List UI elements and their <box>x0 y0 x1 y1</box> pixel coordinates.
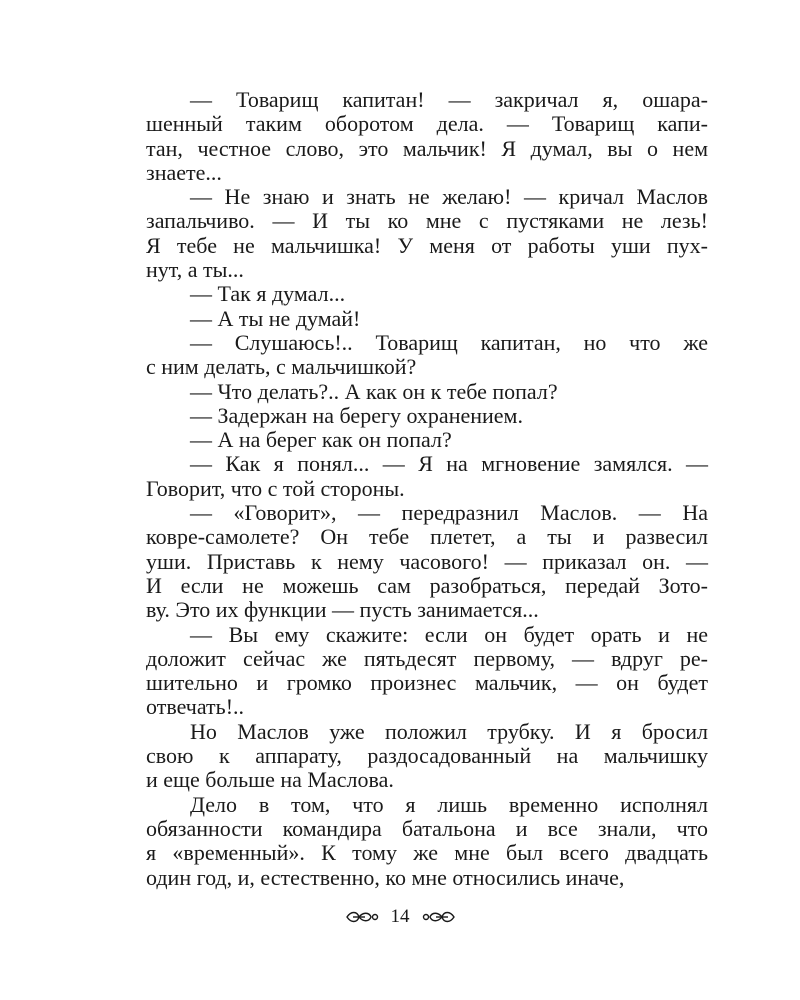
text-line: с ним делать, с мальчишкой? <box>146 354 417 380</box>
text-line: Но Маслов уже положил трубку. И я бросил <box>190 718 708 744</box>
flourish-ornament-left-icon <box>345 908 381 926</box>
text-line: свою к аппарату, раздосадованный на мальчишку <box>146 743 708 769</box>
text-line: — Товарищ капитан! — закричал я, ошара- <box>190 87 708 112</box>
paragraph <box>146 331 708 380</box>
flourish-ornament-right-icon <box>420 908 456 926</box>
text-line: Дело в том, что я лишь временно исполнял <box>190 791 708 817</box>
text-line: — Вы ему скажите: если он будет орать и не <box>190 621 708 647</box>
text-line: отвечать!.. <box>146 694 245 720</box>
text-line: уши. Приставь к нему часового! — приказал он. — <box>146 548 708 574</box>
text-line: И если не можешь сам разобраться, передай Зото- <box>146 572 708 598</box>
text-line: шительно и громко произнес мальчик, — он будет <box>146 670 708 696</box>
text-line: Я тебе не мальчишка! У меня от работы уши пух- <box>146 232 708 258</box>
text-line: — «Говорит», — передразнил Маслов. — На <box>190 500 708 526</box>
text-line: обязанности командира батальона и все знали, что <box>146 815 708 841</box>
page-text <box>146 88 708 890</box>
text-line: — Как я понял... — Я на мгновение замялся. — <box>190 451 708 477</box>
paragraph <box>146 623 708 720</box>
text-line: — Задержан на берегу охранением. <box>190 402 523 428</box>
text-line: — Что делать?.. А как он к тебе попал? <box>190 378 558 404</box>
text-line: запальчиво. — И ты ко мне с пустяками не лезь! <box>146 208 708 234</box>
text-line: ковре-самолете? Он тебе плетет, а ты и развесил <box>146 524 708 550</box>
page-footer <box>0 906 800 928</box>
paragraph <box>146 404 708 428</box>
paragraph <box>146 380 708 404</box>
paragraph <box>146 428 708 452</box>
text-line: — А ты не думай! <box>190 305 361 331</box>
text-line: и еще больше на Маслова. <box>146 767 394 793</box>
text-line: я «временный». К тому же мне был всего двадцать <box>146 840 708 866</box>
paragraph <box>146 88 708 185</box>
paragraph <box>146 282 708 306</box>
text-line: Говорит, что с той стороны. <box>146 475 405 501</box>
text-line: знаете... <box>146 159 222 185</box>
paragraph <box>146 720 708 793</box>
text-line: доложит сейчас же пятьдесят первому, — вдруг ре- <box>146 645 708 671</box>
paragraph <box>146 793 708 890</box>
text-line: — Не знаю и знать не желаю! — кричал Маслов <box>190 184 708 210</box>
paragraph <box>146 501 708 622</box>
paragraph <box>146 307 708 331</box>
text-line: нут, а ты... <box>146 257 244 283</box>
text-line: — А на берег как он попал? <box>190 427 452 453</box>
page-number: 14 <box>390 906 410 927</box>
text-line: шенный таким оборотом дела. — Товарищ капи- <box>146 111 708 137</box>
text-line: один год, и, естественно, ко мне относились иначе, <box>146 864 625 890</box>
paragraph <box>146 185 708 282</box>
text-line: тан, честное слово, это мальчик! Я думал, вы о нем <box>146 135 708 161</box>
text-line: ву. Это их функции — пусть занимается... <box>146 597 539 623</box>
text-line: — Так я думал... <box>190 281 346 307</box>
paragraph <box>146 452 708 501</box>
text-line: — Слушаюсь!.. Товарищ капитан, но что же <box>190 329 708 355</box>
